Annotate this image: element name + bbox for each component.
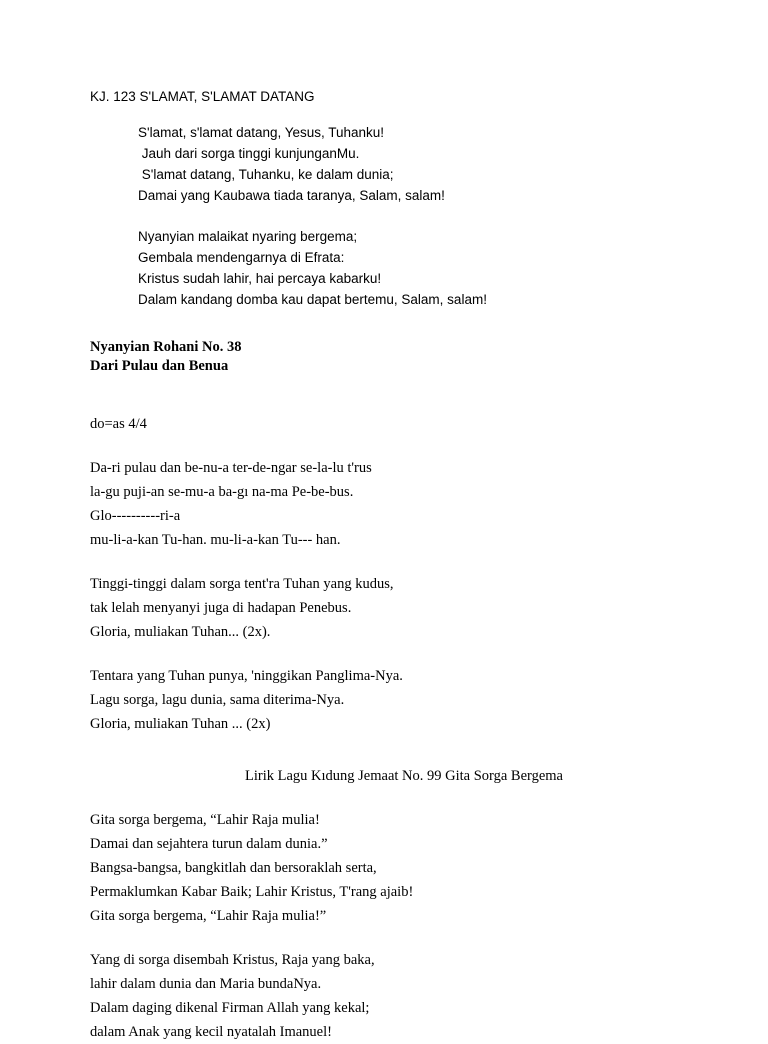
- lyric-line: Gita sorga bergema, “Lahir Raja mulia!”: [90, 908, 327, 924]
- lyric-line: Tentara yang Tuhan punya, 'ninggikan Panglima-Nya.: [90, 668, 403, 684]
- lyric-line: Yang di sorga disembah Kristus, Raja yang baka,: [90, 952, 375, 968]
- spacer: [90, 644, 678, 664]
- spacer: [90, 788, 678, 808]
- lyric-line: Dalam kandang domba kau dapat bertemu, Salam, salam!: [138, 292, 487, 307]
- hymn3-stanza-2: [90, 948, 678, 1044]
- lyric-line: Lagu sorga, lagu dunia, sama diterima-Nya.: [90, 692, 345, 708]
- spacer: [90, 206, 678, 226]
- lyric-line: Da-ri pulau dan be-nu-a ter-de-ngar se-la-lu t'rus: [90, 460, 372, 476]
- lyric-line: Damai yang Kaubawa tiada taranya, Salam, salam!: [138, 188, 445, 203]
- lyric-line: lahir dalam dunia dan Maria bundaNya.: [90, 976, 322, 992]
- hymn1-stanza-2: [138, 226, 678, 310]
- lyric-line: Dalam daging dikenal Firman Allah yang kekal;: [90, 1000, 370, 1016]
- lyric-line: la-gu puji-an se-mu-a ba-gı na-ma Pe-be-bus.: [90, 484, 354, 500]
- lyric-line: Gembala mendengarnya di Efrata:: [138, 250, 345, 265]
- lyric-line: Kristus sudah lahir, hai percaya kabarku!: [138, 271, 382, 286]
- lyric-line: Tinggi-tinggi dalam sorga tent'ra Tuhan yang kudus,: [90, 576, 394, 592]
- spacer: [90, 376, 678, 412]
- lyric-line: Gita sorga bergema, “Lahir Raja mulia!: [90, 812, 320, 828]
- spacer: [90, 436, 678, 456]
- lyric-line: Gloria, muliakan Tuhan... (2x).: [90, 624, 271, 640]
- lyric-line: Damai dan sejahtera turun dalam dunia.”: [90, 836, 328, 852]
- hymn2-key-signature: do=as 4/4: [90, 416, 147, 432]
- spacer: [90, 310, 678, 338]
- spacer: [90, 552, 678, 572]
- hymn3-stanza-1: [90, 808, 678, 928]
- hymn1-title: KJ. 123 S'LAMAT, S'LAMAT DATANG: [90, 89, 315, 104]
- hymn1-stanza-1: [138, 122, 678, 206]
- hymn2-stanza-3: [90, 664, 678, 736]
- lyric-line: Bangsa-bangsa, bangkitlah dan bersoraklah serta,: [90, 860, 377, 876]
- lyric-line: tak lelah menyanyi juga di hadapan Penebus.: [90, 600, 352, 616]
- hymn2-stanza-1: [90, 456, 678, 552]
- spacer: [90, 736, 678, 764]
- hymn2-stanza-2: [90, 572, 678, 644]
- lyric-line: Permaklumkan Kabar Baik; Lahir Kristus, T'rang ajaib!: [90, 884, 414, 900]
- lyric-line: mu-li-a-kan Tu-han. mu-li-a-kan Tu--- han.: [90, 532, 341, 548]
- lyric-line: dalam Anak yang kecil nyatalah Imanuel!: [90, 1024, 332, 1040]
- hymn3-title: Lirik Lagu Kıdung Jemaat No. 99 Gita Sorga Bergema: [245, 768, 563, 784]
- lyric-line: S'lamat, s'lamat datang, Yesus, Tuhanku!: [138, 125, 385, 140]
- hymn2-heading-line-2: Dari Pulau dan Benua: [90, 358, 229, 374]
- lyric-line: Nyanyian malaikat nyaring bergema;: [138, 229, 358, 244]
- lyric-line: Jauh dari sorga tinggi kunjunganMu.: [138, 146, 360, 161]
- hymn2-heading: [90, 338, 678, 376]
- hymn2-heading-line-1: Nyanyian Rohani No. 38: [90, 339, 242, 355]
- lyric-line: S'lamat datang, Tuhanku, ke dalam dunia;: [138, 167, 394, 182]
- lyric-line: Glo----------ri-a: [90, 508, 181, 524]
- spacer: [90, 928, 678, 948]
- lyric-line: Gloria, muliakan Tuhan ... (2x): [90, 716, 271, 732]
